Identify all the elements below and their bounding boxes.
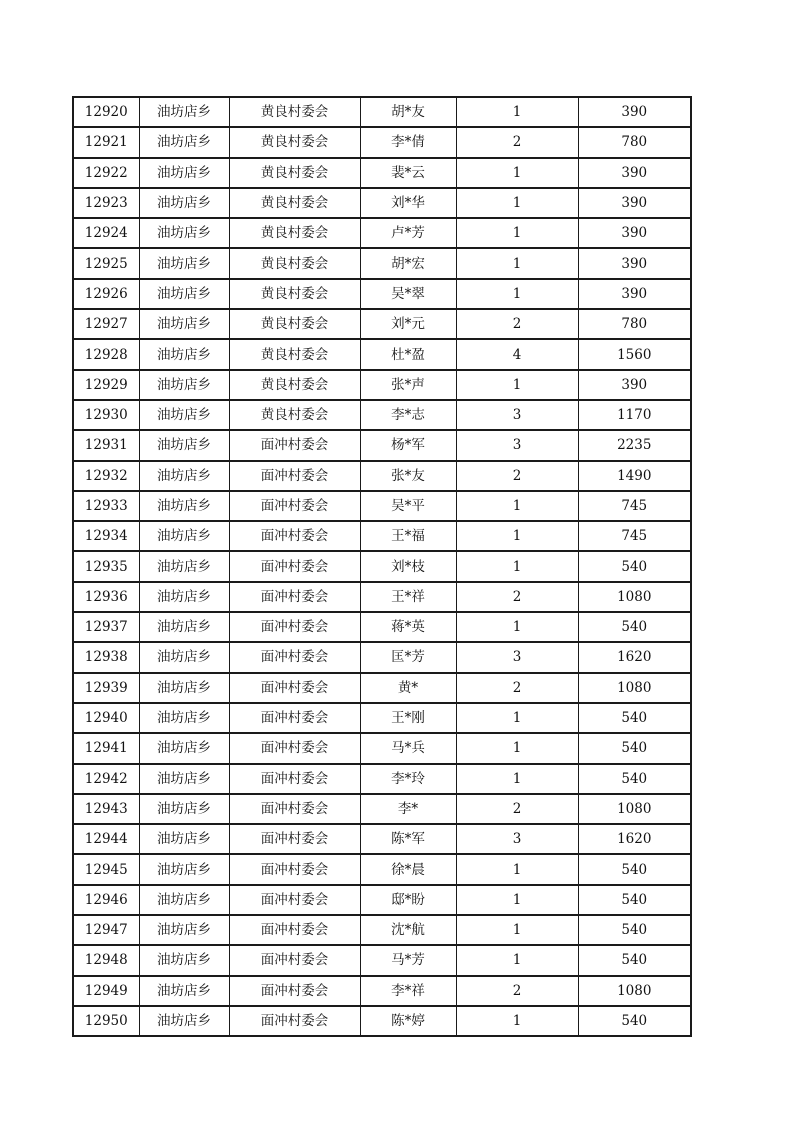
record-id-cell: 12941 xyxy=(73,733,139,763)
subsidy-table xyxy=(72,96,692,1037)
record-id-cell: 12945 xyxy=(73,854,139,884)
amount-cell: 1080 xyxy=(578,673,691,703)
amount-cell: 390 xyxy=(578,97,691,127)
person-name-cell: 张*声 xyxy=(360,370,456,400)
table-row xyxy=(73,400,691,430)
household-count-cell: 2 xyxy=(456,794,578,824)
household-count-cell: 1 xyxy=(456,915,578,945)
village-committee-cell: 面冲村委会 xyxy=(229,582,360,612)
amount-cell: 390 xyxy=(578,218,691,248)
table-row xyxy=(73,854,691,884)
town-cell: 油坊店乡 xyxy=(139,430,229,460)
amount-cell: 745 xyxy=(578,521,691,551)
table-row xyxy=(73,976,691,1006)
town-cell: 油坊店乡 xyxy=(139,703,229,733)
town-cell: 油坊店乡 xyxy=(139,976,229,1006)
village-committee-cell: 黄良村委会 xyxy=(229,279,360,309)
table-row xyxy=(73,127,691,157)
record-id-cell: 12949 xyxy=(73,976,139,1006)
household-count-cell: 1 xyxy=(456,945,578,975)
town-cell: 油坊店乡 xyxy=(139,339,229,369)
table-row xyxy=(73,309,691,339)
village-committee-cell: 黄良村委会 xyxy=(229,218,360,248)
person-name-cell: 杜*盈 xyxy=(360,339,456,369)
person-name-cell: 蒋*英 xyxy=(360,612,456,642)
amount-cell: 390 xyxy=(578,158,691,188)
table-row xyxy=(73,794,691,824)
household-count-cell: 2 xyxy=(456,976,578,1006)
person-name-cell: 卢*芳 xyxy=(360,218,456,248)
town-cell: 油坊店乡 xyxy=(139,461,229,491)
person-name-cell: 匡*芳 xyxy=(360,642,456,672)
town-cell: 油坊店乡 xyxy=(139,400,229,430)
town-cell: 油坊店乡 xyxy=(139,551,229,581)
record-id-cell: 12925 xyxy=(73,248,139,278)
household-count-cell: 1 xyxy=(456,885,578,915)
household-count-cell: 3 xyxy=(456,642,578,672)
record-id-cell: 12939 xyxy=(73,673,139,703)
household-count-cell: 1 xyxy=(456,188,578,218)
town-cell: 油坊店乡 xyxy=(139,309,229,339)
household-count-cell: 2 xyxy=(456,582,578,612)
household-count-cell: 1 xyxy=(456,703,578,733)
person-name-cell: 黄* xyxy=(360,673,456,703)
amount-cell: 540 xyxy=(578,764,691,794)
table-row xyxy=(73,188,691,218)
record-id-cell: 12946 xyxy=(73,885,139,915)
table-row xyxy=(73,733,691,763)
village-committee-cell: 面冲村委会 xyxy=(229,703,360,733)
record-id-cell: 12934 xyxy=(73,521,139,551)
household-count-cell: 2 xyxy=(456,461,578,491)
household-count-cell: 1 xyxy=(456,612,578,642)
amount-cell: 2235 xyxy=(578,430,691,460)
town-cell: 油坊店乡 xyxy=(139,188,229,218)
person-name-cell: 陈*军 xyxy=(360,824,456,854)
person-name-cell: 李*志 xyxy=(360,400,456,430)
person-name-cell: 李*倩 xyxy=(360,127,456,157)
person-name-cell: 李* xyxy=(360,794,456,824)
record-id-cell: 12937 xyxy=(73,612,139,642)
household-count-cell: 2 xyxy=(456,673,578,703)
village-committee-cell: 黄良村委会 xyxy=(229,400,360,430)
town-cell: 油坊店乡 xyxy=(139,885,229,915)
town-cell: 油坊店乡 xyxy=(139,733,229,763)
record-id-cell: 12942 xyxy=(73,764,139,794)
table-row xyxy=(73,97,691,127)
record-id-cell: 12929 xyxy=(73,370,139,400)
town-cell: 油坊店乡 xyxy=(139,1006,229,1036)
village-committee-cell: 面冲村委会 xyxy=(229,612,360,642)
record-id-cell: 12931 xyxy=(73,430,139,460)
amount-cell: 1620 xyxy=(578,642,691,672)
village-committee-cell: 黄良村委会 xyxy=(229,309,360,339)
amount-cell: 390 xyxy=(578,279,691,309)
amount-cell: 1170 xyxy=(578,400,691,430)
person-name-cell: 沈*航 xyxy=(360,915,456,945)
record-id-cell: 12947 xyxy=(73,915,139,945)
record-id-cell: 12928 xyxy=(73,339,139,369)
person-name-cell: 王*刚 xyxy=(360,703,456,733)
village-committee-cell: 面冲村委会 xyxy=(229,794,360,824)
household-count-cell: 1 xyxy=(456,370,578,400)
person-name-cell: 吴*翠 xyxy=(360,279,456,309)
table-row xyxy=(73,642,691,672)
household-count-cell: 2 xyxy=(456,309,578,339)
record-id-cell: 12922 xyxy=(73,158,139,188)
amount-cell: 540 xyxy=(578,551,691,581)
table-row xyxy=(73,764,691,794)
town-cell: 油坊店乡 xyxy=(139,158,229,188)
amount-cell: 390 xyxy=(578,188,691,218)
table-row xyxy=(73,430,691,460)
village-committee-cell: 面冲村委会 xyxy=(229,673,360,703)
table-row xyxy=(73,491,691,521)
person-name-cell: 刘*枝 xyxy=(360,551,456,581)
person-name-cell: 王*福 xyxy=(360,521,456,551)
amount-cell: 1560 xyxy=(578,339,691,369)
village-committee-cell: 面冲村委会 xyxy=(229,461,360,491)
person-name-cell: 李*玲 xyxy=(360,764,456,794)
person-name-cell: 马*芳 xyxy=(360,945,456,975)
record-id-cell: 12943 xyxy=(73,794,139,824)
person-name-cell: 马*兵 xyxy=(360,733,456,763)
record-id-cell: 12924 xyxy=(73,218,139,248)
table-row xyxy=(73,370,691,400)
village-committee-cell: 黄良村委会 xyxy=(229,97,360,127)
record-id-cell: 12926 xyxy=(73,279,139,309)
amount-cell: 390 xyxy=(578,248,691,278)
town-cell: 油坊店乡 xyxy=(139,854,229,884)
town-cell: 油坊店乡 xyxy=(139,491,229,521)
person-name-cell: 裴*云 xyxy=(360,158,456,188)
amount-cell: 1490 xyxy=(578,461,691,491)
household-count-cell: 1 xyxy=(456,854,578,884)
record-id-cell: 12935 xyxy=(73,551,139,581)
town-cell: 油坊店乡 xyxy=(139,673,229,703)
village-committee-cell: 面冲村委会 xyxy=(229,976,360,1006)
town-cell: 油坊店乡 xyxy=(139,127,229,157)
town-cell: 油坊店乡 xyxy=(139,582,229,612)
person-name-cell: 张*友 xyxy=(360,461,456,491)
record-id-cell: 12920 xyxy=(73,97,139,127)
record-id-cell: 12923 xyxy=(73,188,139,218)
household-count-cell: 1 xyxy=(456,764,578,794)
table-row xyxy=(73,279,691,309)
household-count-cell: 3 xyxy=(456,824,578,854)
town-cell: 油坊店乡 xyxy=(139,764,229,794)
record-id-cell: 12932 xyxy=(73,461,139,491)
household-count-cell: 1 xyxy=(456,158,578,188)
record-id-cell: 12950 xyxy=(73,1006,139,1036)
household-count-cell: 3 xyxy=(456,400,578,430)
village-committee-cell: 黄良村委会 xyxy=(229,339,360,369)
town-cell: 油坊店乡 xyxy=(139,794,229,824)
village-committee-cell: 面冲村委会 xyxy=(229,642,360,672)
amount-cell: 540 xyxy=(578,1006,691,1036)
town-cell: 油坊店乡 xyxy=(139,642,229,672)
person-name-cell: 杨*军 xyxy=(360,430,456,460)
village-committee-cell: 面冲村委会 xyxy=(229,430,360,460)
amount-cell: 780 xyxy=(578,127,691,157)
village-committee-cell: 面冲村委会 xyxy=(229,915,360,945)
amount-cell: 540 xyxy=(578,885,691,915)
village-committee-cell: 黄良村委会 xyxy=(229,248,360,278)
household-count-cell: 1 xyxy=(456,1006,578,1036)
person-name-cell: 胡*友 xyxy=(360,97,456,127)
amount-cell: 1080 xyxy=(578,582,691,612)
amount-cell: 745 xyxy=(578,491,691,521)
record-id-cell: 12930 xyxy=(73,400,139,430)
village-committee-cell: 黄良村委会 xyxy=(229,127,360,157)
amount-cell: 540 xyxy=(578,915,691,945)
record-id-cell: 12948 xyxy=(73,945,139,975)
town-cell: 油坊店乡 xyxy=(139,248,229,278)
village-committee-cell: 面冲村委会 xyxy=(229,1006,360,1036)
amount-cell: 390 xyxy=(578,370,691,400)
table-row xyxy=(73,521,691,551)
village-committee-cell: 面冲村委会 xyxy=(229,824,360,854)
town-cell: 油坊店乡 xyxy=(139,945,229,975)
village-committee-cell: 黄良村委会 xyxy=(229,370,360,400)
table-row xyxy=(73,885,691,915)
table-row xyxy=(73,461,691,491)
village-committee-cell: 黄良村委会 xyxy=(229,158,360,188)
person-name-cell: 胡*宏 xyxy=(360,248,456,278)
town-cell: 油坊店乡 xyxy=(139,612,229,642)
table-row xyxy=(73,703,691,733)
table-row xyxy=(73,673,691,703)
person-name-cell: 邸*盼 xyxy=(360,885,456,915)
village-committee-cell: 面冲村委会 xyxy=(229,885,360,915)
amount-cell: 540 xyxy=(578,733,691,763)
person-name-cell: 徐*晨 xyxy=(360,854,456,884)
table-row xyxy=(73,582,691,612)
village-committee-cell: 面冲村委会 xyxy=(229,551,360,581)
town-cell: 油坊店乡 xyxy=(139,824,229,854)
town-cell: 油坊店乡 xyxy=(139,97,229,127)
amount-cell: 540 xyxy=(578,945,691,975)
household-count-cell: 1 xyxy=(456,218,578,248)
table-row xyxy=(73,945,691,975)
village-committee-cell: 面冲村委会 xyxy=(229,854,360,884)
village-committee-cell: 面冲村委会 xyxy=(229,491,360,521)
amount-cell: 1080 xyxy=(578,794,691,824)
subsidy-table-page xyxy=(72,96,690,1037)
table-row xyxy=(73,1006,691,1036)
person-name-cell: 吴*平 xyxy=(360,491,456,521)
table-row xyxy=(73,612,691,642)
person-name-cell: 李*祥 xyxy=(360,976,456,1006)
person-name-cell: 陈*婷 xyxy=(360,1006,456,1036)
record-id-cell: 12940 xyxy=(73,703,139,733)
town-cell: 油坊店乡 xyxy=(139,370,229,400)
person-name-cell: 刘*元 xyxy=(360,309,456,339)
town-cell: 油坊店乡 xyxy=(139,279,229,309)
table-row xyxy=(73,218,691,248)
household-count-cell: 1 xyxy=(456,491,578,521)
town-cell: 油坊店乡 xyxy=(139,521,229,551)
table-row xyxy=(73,339,691,369)
village-committee-cell: 面冲村委会 xyxy=(229,764,360,794)
household-count-cell: 4 xyxy=(456,339,578,369)
table-row xyxy=(73,158,691,188)
amount-cell: 540 xyxy=(578,854,691,884)
table-body xyxy=(73,97,691,1036)
record-id-cell: 12927 xyxy=(73,309,139,339)
record-id-cell: 12933 xyxy=(73,491,139,521)
household-count-cell: 2 xyxy=(456,127,578,157)
amount-cell: 1620 xyxy=(578,824,691,854)
town-cell: 油坊店乡 xyxy=(139,218,229,248)
amount-cell: 1080 xyxy=(578,976,691,1006)
household-count-cell: 1 xyxy=(456,521,578,551)
table-row xyxy=(73,248,691,278)
person-name-cell: 刘*华 xyxy=(360,188,456,218)
amount-cell: 540 xyxy=(578,612,691,642)
record-id-cell: 12938 xyxy=(73,642,139,672)
village-committee-cell: 面冲村委会 xyxy=(229,733,360,763)
household-count-cell: 1 xyxy=(456,97,578,127)
amount-cell: 540 xyxy=(578,703,691,733)
table-row xyxy=(73,551,691,581)
household-count-cell: 1 xyxy=(456,248,578,278)
table-row xyxy=(73,824,691,854)
person-name-cell: 王*祥 xyxy=(360,582,456,612)
village-committee-cell: 面冲村委会 xyxy=(229,945,360,975)
town-cell: 油坊店乡 xyxy=(139,915,229,945)
record-id-cell: 12944 xyxy=(73,824,139,854)
village-committee-cell: 面冲村委会 xyxy=(229,521,360,551)
household-count-cell: 1 xyxy=(456,551,578,581)
household-count-cell: 1 xyxy=(456,279,578,309)
record-id-cell: 12921 xyxy=(73,127,139,157)
household-count-cell: 3 xyxy=(456,430,578,460)
table-row xyxy=(73,915,691,945)
record-id-cell: 12936 xyxy=(73,582,139,612)
village-committee-cell: 黄良村委会 xyxy=(229,188,360,218)
household-count-cell: 1 xyxy=(456,733,578,763)
amount-cell: 780 xyxy=(578,309,691,339)
